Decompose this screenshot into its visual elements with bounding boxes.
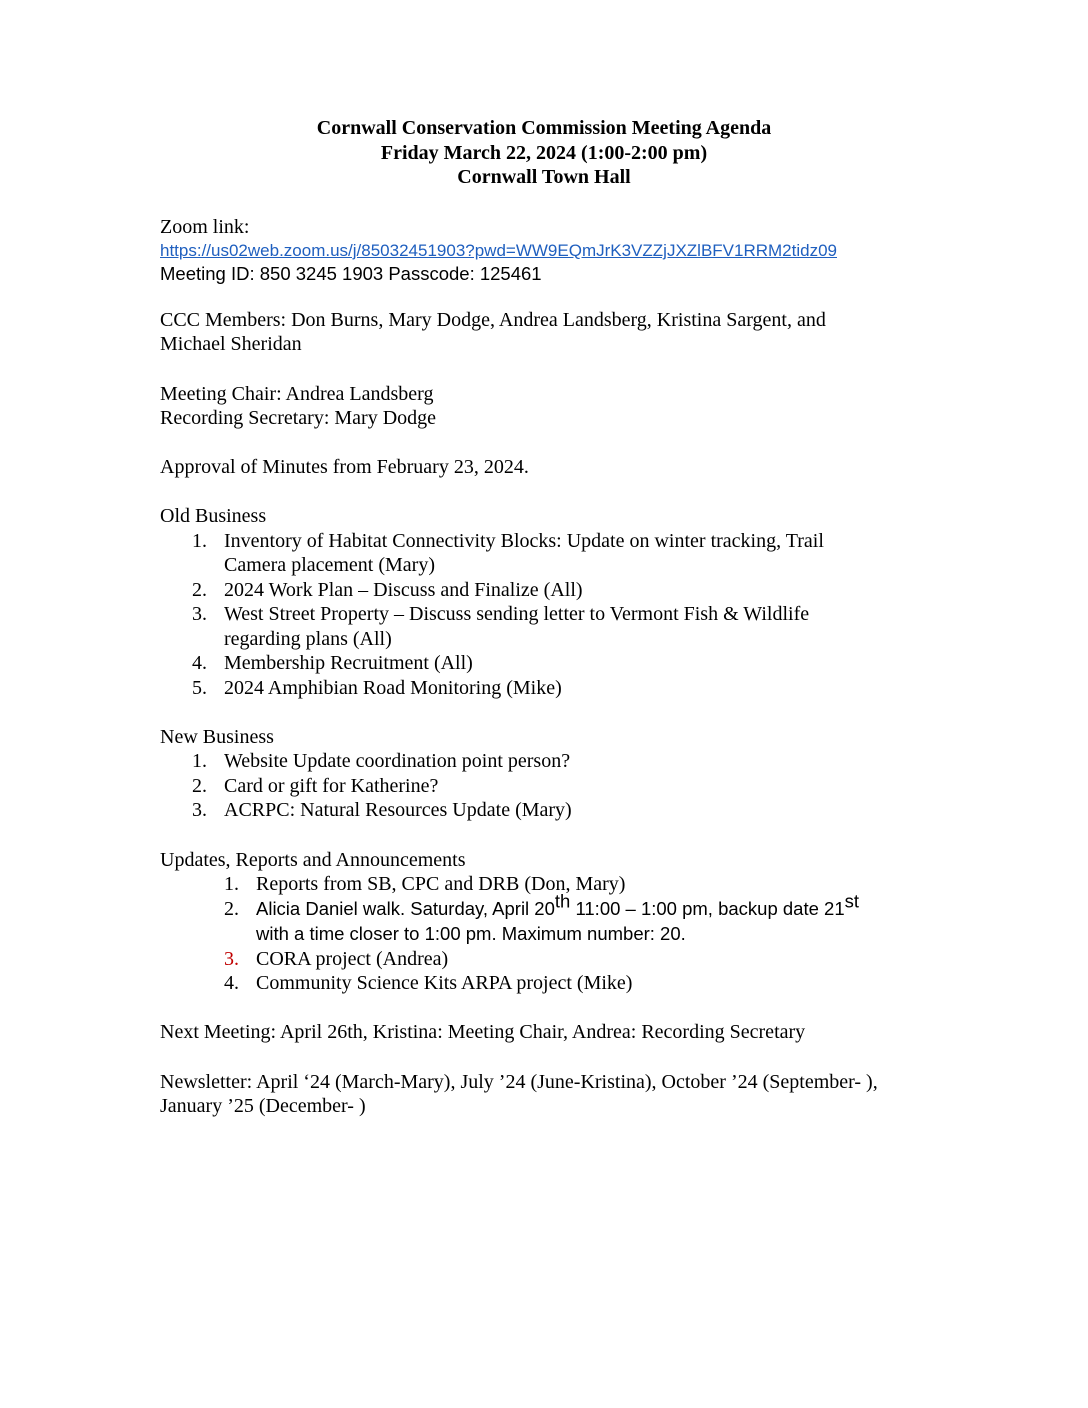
newsletter-line-2: January ’25 (December- ) bbox=[160, 1095, 366, 1117]
list-item-continuation: regarding plans (All) bbox=[224, 628, 392, 650]
list-item: 3. West Street Property – Discuss sending letter to Vermont Fish & Wildlife bbox=[192, 603, 810, 625]
list-item-continuation: Camera placement (Mary) bbox=[224, 554, 436, 576]
list-item: 4. Membership Recruitment (All) bbox=[192, 652, 473, 674]
newsletter-line-1: Newsletter: April ‘24 (March-Mary), July ’24 (June-Kristina), October ’24 (September- ), bbox=[160, 1071, 878, 1093]
list-item: 2. 2024 Work Plan – Discuss and Finalize (All) bbox=[192, 579, 583, 601]
meeting-location: Cornwall Town Hall bbox=[457, 166, 631, 188]
list-item: 1. Inventory of Habitat Connectivity Blocks: Update on winter tracking, Trail bbox=[192, 530, 824, 552]
list-item: 1. Reports from SB, CPC and DRB (Don, Mary) bbox=[224, 873, 626, 895]
members-line-1: CCC Members: Don Burns, Mary Dodge, Andrea Landsberg, Kristina Sargent, and bbox=[160, 309, 826, 331]
members-line-2: Michael Sheridan bbox=[160, 333, 302, 355]
recording-secretary: Recording Secretary: Mary Dodge bbox=[160, 407, 437, 429]
meeting-id: Meeting ID: 850 3245 1903 Passcode: 125461 bbox=[160, 263, 542, 284]
new-business-heading: New Business bbox=[160, 726, 274, 748]
agenda-title: Cornwall Conservation Commission Meeting Agenda bbox=[316, 117, 772, 139]
next-meeting: Next Meeting: April 26th, Kristina: Meeting Chair, Andrea: Recording Secretary bbox=[160, 1021, 806, 1043]
list-item: 3. CORA project (Andrea) bbox=[224, 948, 449, 970]
list-item-continuation: with a time closer to 1:00 pm. Maximum number: 20. bbox=[256, 923, 686, 944]
list-item: 2. Card or gift for Katherine? bbox=[192, 775, 439, 797]
meeting-date: Friday March 22, 2024 (1:00-2:00 pm) bbox=[380, 141, 708, 164]
zoom-label: Zoom link: bbox=[160, 216, 250, 238]
updates-heading: Updates, Reports and Announcements bbox=[160, 849, 466, 871]
old-business-heading: Old Business bbox=[160, 505, 267, 527]
zoom-link[interactable]: https://us02web.zoom.us/j/85032451903?pwd=WW9EQmJrK3VZZjJXZlBFV1RRM2tidz09 bbox=[160, 241, 837, 260]
list-item: 4. Community Science Kits ARPA project (Mike) bbox=[224, 972, 633, 994]
list-item: 3. ACRPC: Natural Resources Update (Mary) bbox=[192, 799, 572, 821]
list-item: 5. 2024 Amphibian Road Monitoring (Mike) bbox=[192, 677, 562, 699]
agenda-header bbox=[0, 116, 1088, 190]
meeting-chair: Meeting Chair: Andrea Landsberg bbox=[160, 383, 434, 405]
minutes-approval: Approval of Minutes from February 23, 2024. bbox=[160, 456, 529, 478]
list-item: 1. Website Update coordination point person? bbox=[192, 750, 571, 772]
list-item: 2. Alicia Daniel walk. Saturday, April 20th 11:00 – 1:00 pm, backup date 21st bbox=[224, 890, 859, 920]
